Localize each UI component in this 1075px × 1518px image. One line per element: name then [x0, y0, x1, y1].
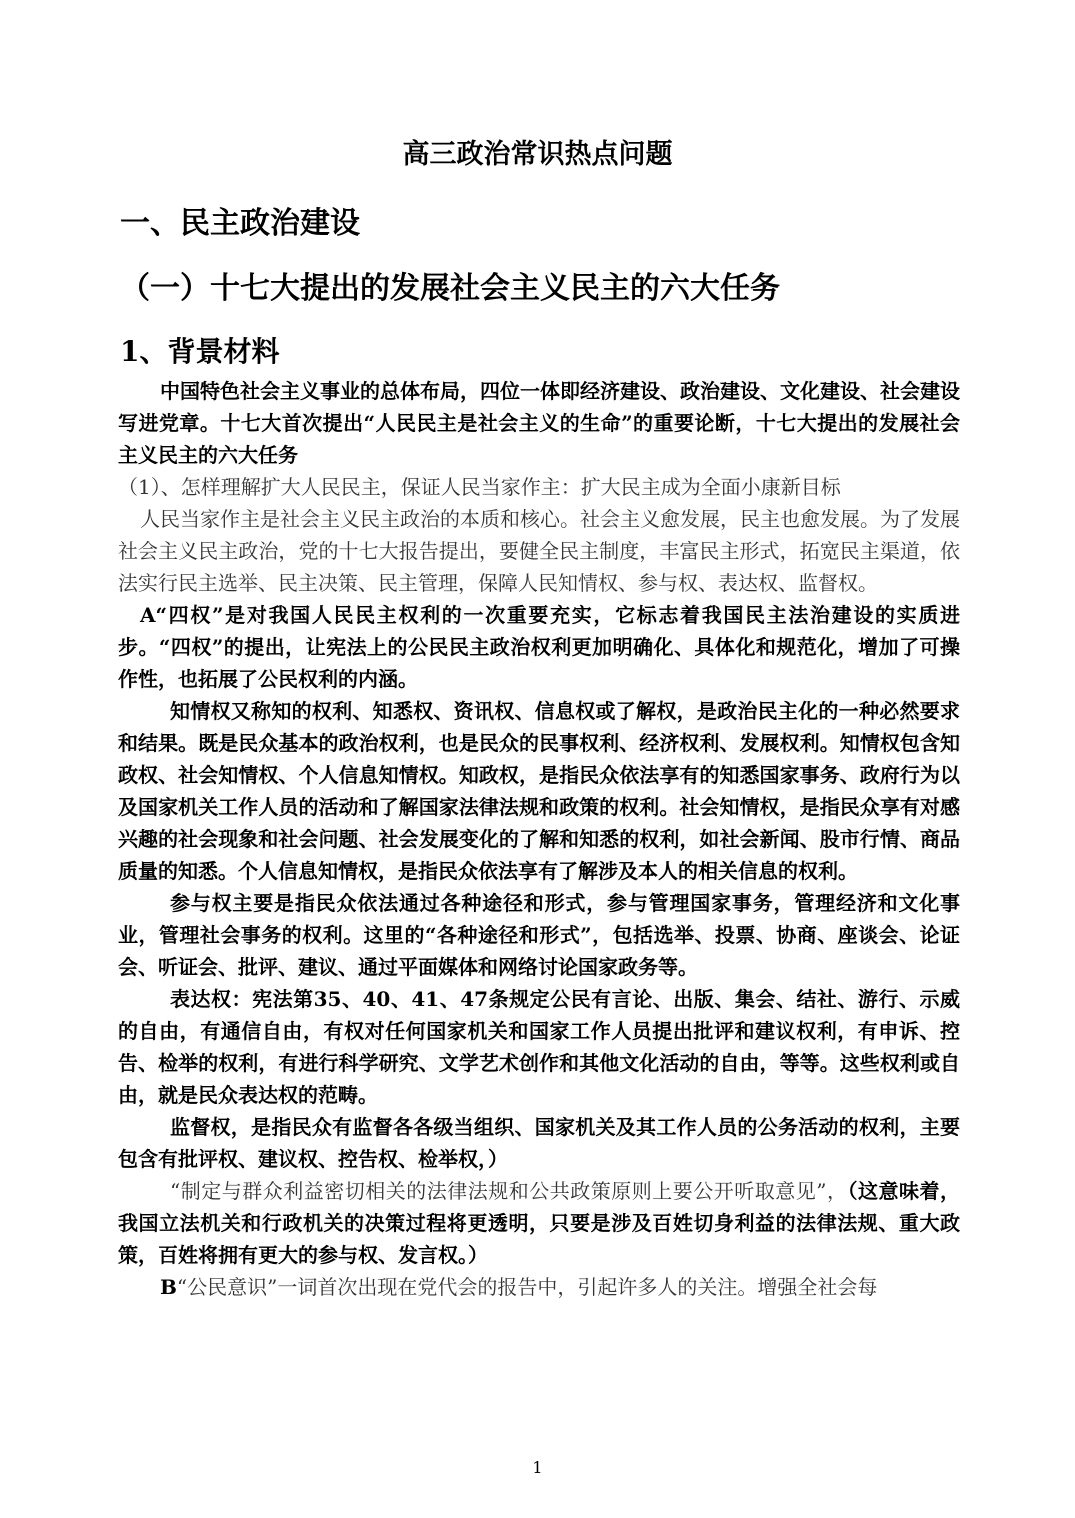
document-body: [118, 375, 960, 1303]
paragraph-right-to-know: 知情权又称知的权利、知悉权、资讯权、信息权或了解权，是政治民主化的一种必然要求和结果。既是民众基本的政治权利，也是民众的民事权利、经济权利、发展权利。知情权包含知政权、社会知情权、个人信息知情权。知政权，是指民众依法享有的知悉国家事务、政府行为以及国家机关工作人员的活动和了解国家法律法规和政策的权利。社会知情权，是指民众享有对感兴趣的社会现象和社会问题、社会发展变化的了解和知悉的权利，如社会新闻、股市行情、商品质量的知悉。个人信息知情权，是指民众依法享有了解涉及本人的相关信息的权利。: [118, 699, 960, 883]
paragraph-civic-awareness: [118, 1271, 960, 1303]
page-number: 1: [532, 1458, 543, 1477]
quote-explanation: （这意味着，我国立法机关和行政机关的决策过程将更透明，只要是涉及百姓切身利益的法律法规、重大政策，百姓将拥有更大的参与权、发言权。）: [118, 1179, 961, 1267]
paragraph-people-master: 人民当家作主是社会主义民主政治的本质和核心。社会主义愈发展，民主也愈发展。为了发展社会主义民主政治，党的十七大报告提出，要健全民主制度，丰富民主形式，拓宽民主渠道，依法实行民主选举、民主决策、民主管理，保障人民知情权、参与权、表达权、监督权。: [118, 507, 960, 595]
paragraph-right-to-express: 表达权：宪法第35、40、41、47条规定公民有言论、出版、集会、结社、游行、示威的自由，有通信自由，有权对任何国家机关和国家工作人员提出批评和建议权利，有申诉、控告、检举的权利，有进行科学研究、文学艺术创作和其他文化活动的自由，等等。这些权利或自由，就是民众表达权的范畴。: [118, 987, 960, 1107]
civic-awareness-text: “公民意识”一词首次出现在党代会的报告中，引起许多人的关注。增强全社会每: [176, 1275, 878, 1299]
section-heading: 一、民主政治建设: [120, 206, 360, 241]
paragraph-public-opinion: [118, 1175, 960, 1271]
paragraph-right-to-supervise: 监督权，是指民众有监督各各级当组织、国家机关及其工作人员的公务活动的权利，主要包含有批评权、建议权、控告权、检举权，）: [118, 1115, 960, 1171]
paragraph-four-rights: A“四权”是对我国人民民主权利的一次重要充实，它标志着我国民主法治建设的实质进步。“四权”的提出，让宪法上的公民民主政治权利更加明确化、具体化和规范化，增加了可操作性，也拓展了公民权利的内涵。: [118, 603, 960, 691]
document-title: 高三政治常识热点问题: [402, 139, 673, 170]
quote-text: “制定与群众利益密切相关的法律法规和公共政策原则上要公开听取意见”，: [170, 1179, 848, 1203]
paragraph-question-1: （1）、怎样理解扩大人民民主，保证人民当家作主：扩大民主成为全面小康新目标: [118, 475, 841, 499]
subsection-heading: （一）十七大提出的发展社会主义民主的六大任务: [120, 271, 780, 306]
paragraph-overview: 中国特色社会主义事业的总体布局，四位一体即经济建设、政治建设、文化建设、社会建设写进党章。十七大首次提出“人民民主是社会主义的生命”的重要论断，十七大提出的发展社会主义民主的六大任务: [118, 379, 960, 467]
item-marker: B: [160, 1275, 177, 1299]
paragraph-right-to-participate: 参与权主要是指民众依法通过各种途径和形式，参与管理国家事务，管理经济和文化事业，管理社会事务的权利。这里的“各种途径和形式”，包括选举、投票、协商、座谈会、论证会、听证会、批评、建议、通过平面媒体和网络讨论国家政务等。: [118, 891, 960, 979]
subsubsection-heading: 1、背景材料: [120, 335, 280, 368]
